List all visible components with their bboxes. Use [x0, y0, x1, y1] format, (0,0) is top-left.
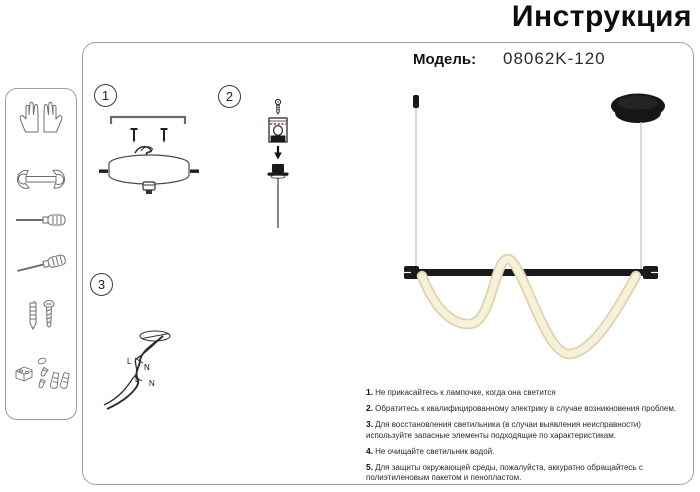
step-1-badge: 1 — [94, 84, 117, 107]
model-row — [83, 43, 693, 77]
note-5: 5. Для защиты окружающей среды, пожалуйста, аккуратно обращайтесь с полиэтиленовым пакетом и пенопластом. — [366, 461, 643, 483]
lamp-bar — [404, 266, 658, 279]
note-4: 4. Не очищайте светильник водой. — [366, 445, 495, 456]
note-1: 1. Не прикасайтесь к лампочке, когда она светится — [366, 387, 556, 397]
ceiling-canopy — [611, 94, 665, 124]
gloves-icon — [6, 96, 76, 136]
step-3-badge: 3 — [90, 273, 113, 296]
note-2: 2. Обратитесь к квалифицированному электрику в случае возникновения проблем. — [366, 403, 677, 414]
model-number: 08062K-120 — [503, 49, 606, 68]
wire-label-l2: L — [135, 375, 140, 384]
page-title: Инструкция — [511, 0, 692, 33]
screwdriver-angled-icon — [6, 245, 76, 279]
wrench-icon — [6, 166, 76, 194]
safety-notes — [356, 376, 693, 484]
screwdriver-icon — [6, 211, 76, 229]
tools-sidebar — [5, 88, 77, 420]
wire-label-n1: N — [144, 363, 150, 372]
model-label: Модель: — [413, 51, 477, 68]
panel-step-3 — [83, 266, 207, 484]
left-cable-anchor — [413, 95, 419, 108]
wiring-diagram — [83, 266, 206, 484]
panel-empty — [206, 266, 357, 484]
fasteners-set-icon — [6, 355, 76, 395]
panel-lamp-preview — [356, 76, 693, 377]
dowel-and-screw-icon — [6, 297, 76, 335]
instruction-sheet — [82, 42, 694, 485]
wire-label-n2: N — [149, 379, 155, 388]
step-2-badge: 2 — [218, 85, 241, 108]
wire-label-l1: L — [127, 357, 132, 366]
panel-step-2 — [206, 76, 357, 267]
panel-step-1 — [83, 76, 207, 267]
pendant-lamp-image — [356, 76, 693, 376]
note-3: 3. Для восстановления светильника (в случаи выявления неисправности) используйте запасные элементы подходящие по характеристикам. — [366, 419, 641, 440]
